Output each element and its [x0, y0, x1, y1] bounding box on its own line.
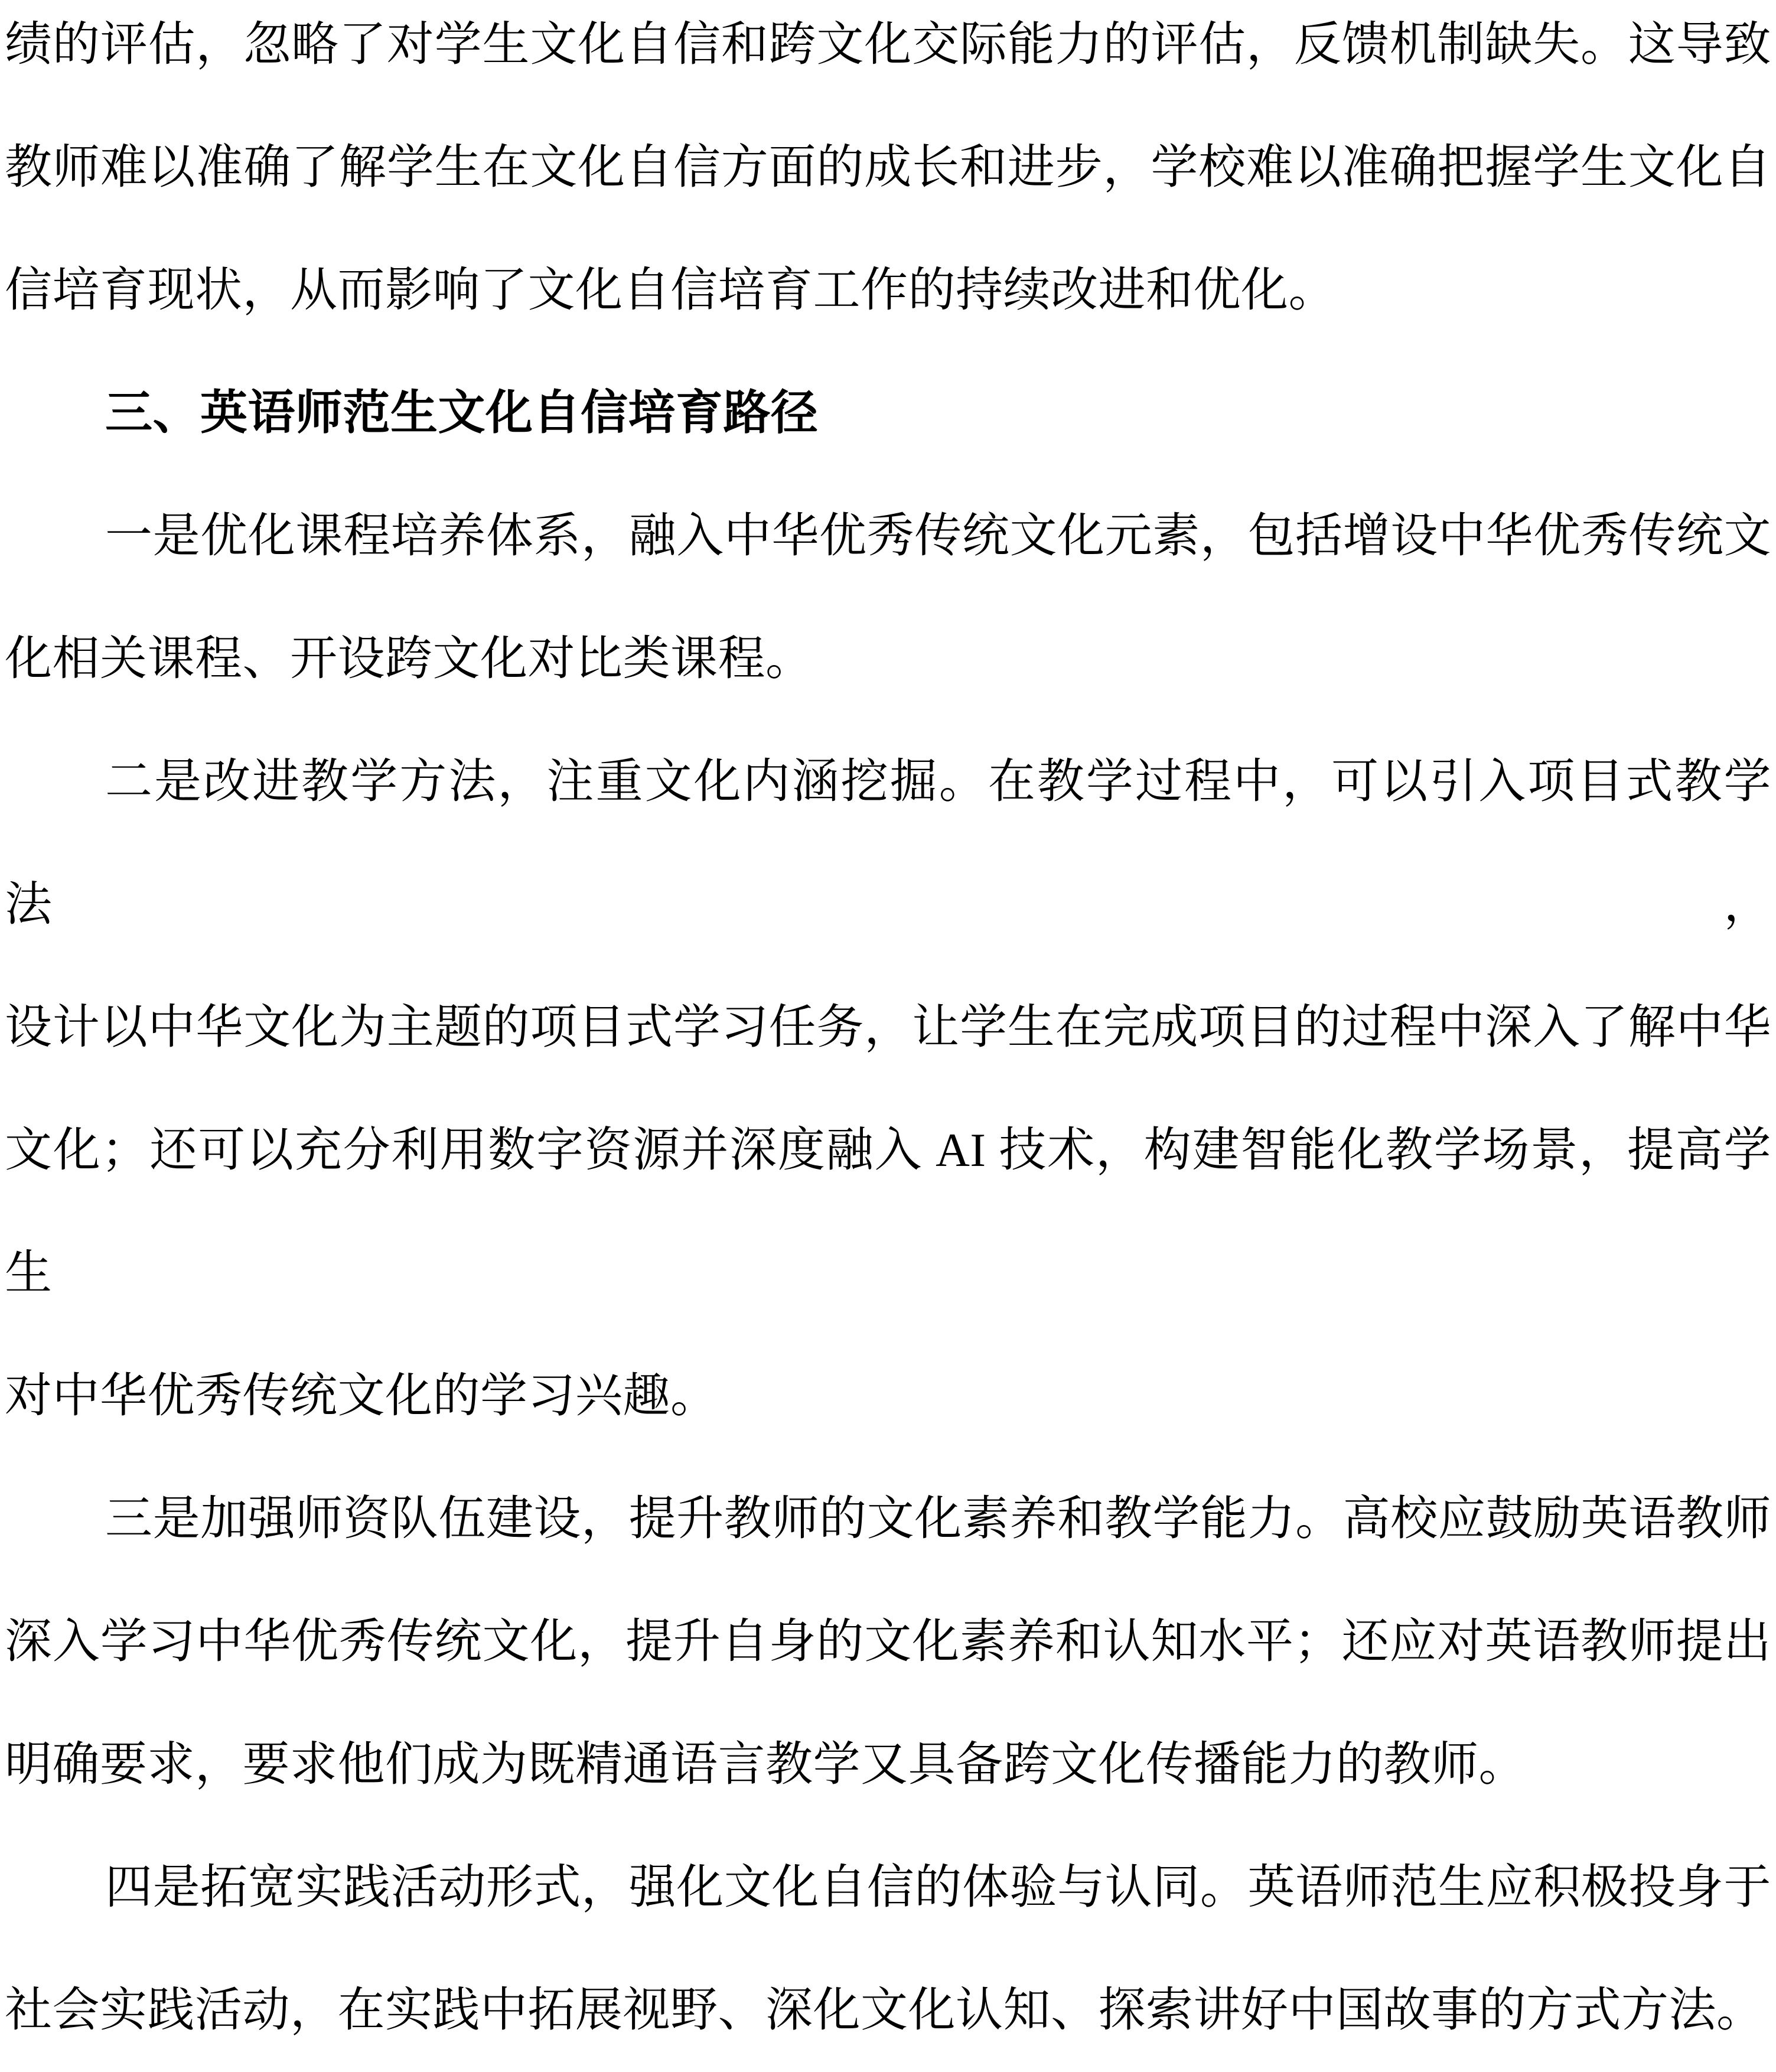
- text-line: 一是优化课程培养体系，融入中华优秀传统文化元素，包括增设中华优秀传统文: [105, 510, 1771, 562]
- text-line: 四是拓宽实践活动形式，强化文化自信的体验与认同。英语师范生应积极投身于: [105, 1862, 1771, 1914]
- text-line: 明确要求，要求他们成为既精通语言教学又具备跨文化传播能力的教师。: [5, 1739, 1526, 1791]
- text-line: 对中华优秀传统文化的学习兴趣。: [5, 1370, 718, 1422]
- text-line: 文化；还可以充分利用数字资源并深度融入 AI 技术，构建智能化教学场景，提高学生: [5, 1125, 1771, 1299]
- text-line: 化相关课程、开设跨文化对比类课程。: [5, 633, 813, 685]
- text-line: 设计以中华文化为主题的项目式学习任务，让学生在完成项目的过程中深入了解中华: [5, 1002, 1771, 1054]
- text-line: 社会实践活动，在实践中拓展视野、深化文化认知、探索讲好中国故事的方式方法。: [5, 1985, 1764, 2037]
- text-line: 深入学习中华优秀传统文化，提升自身的文化素养和认知水平；还应对英语教师提出: [5, 1616, 1771, 1668]
- section-heading-line: 三、英语师范生文化自信培育路径: [105, 387, 819, 439]
- text-line: 信培育现状，从而影响了文化自信培育工作的持续改进和优化。: [5, 265, 1336, 317]
- text-line: 三是加强师资队伍建设，提升教师的文化素养和教学能力。高校应鼓励英语教师: [105, 1493, 1771, 1545]
- text-line: 二是改进教学方法，注重文化内涵挖掘。在教学过程中，可以引入项目式教学法，: [5, 756, 1771, 931]
- text-line: 绩的评估，忽略了对学生文化自信和跨文化交际能力的评估，反馈机制缺失。这导致: [5, 19, 1771, 71]
- text-line: 教师难以准确了解学生在文化自信方面的成长和进步，学校难以准确把握学生文化自: [5, 142, 1771, 194]
